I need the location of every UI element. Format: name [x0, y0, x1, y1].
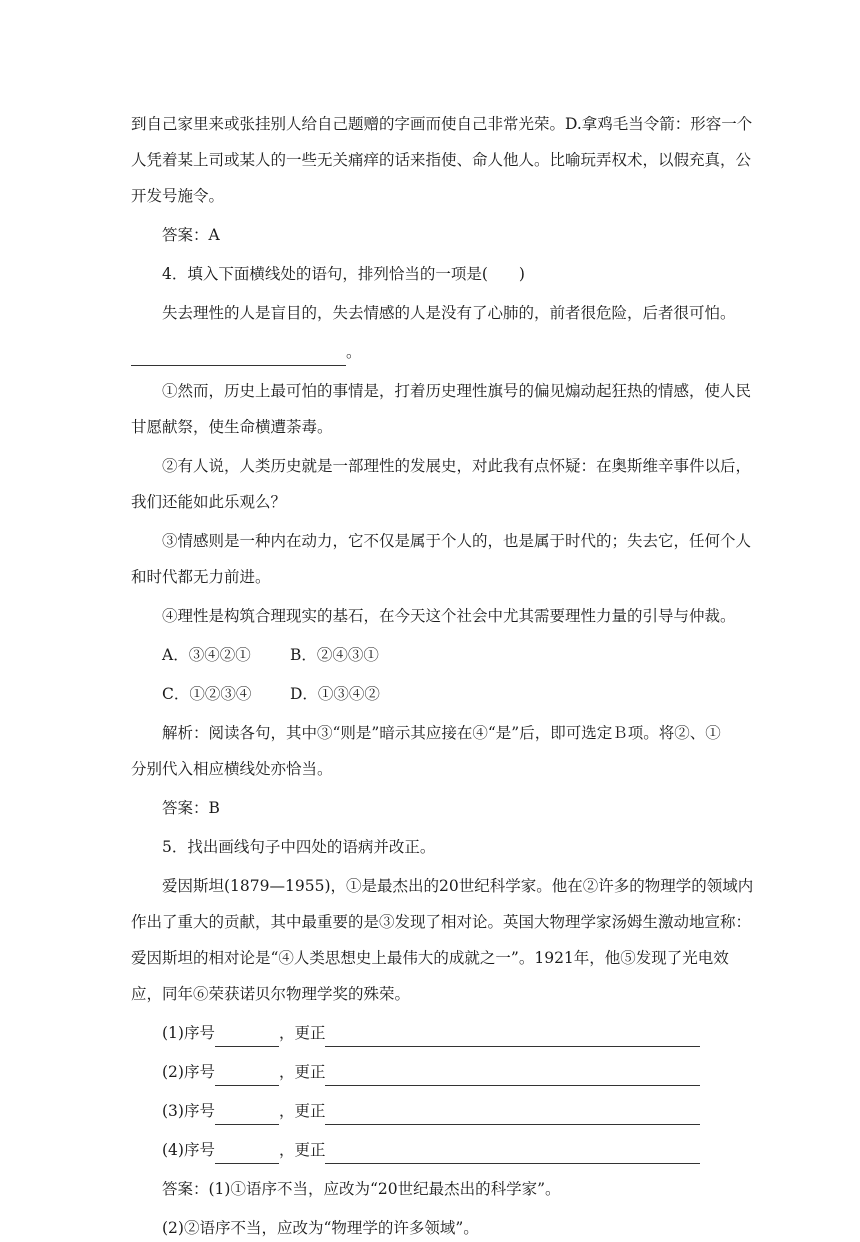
fill-blank	[131, 347, 346, 366]
q4-sentence-1-line-1: ①然而，历史上最可怕的事情是，打着历史理性旗号的偏见煽动起狂热的情感，使人民	[162, 382, 752, 400]
document-body	[131, 110, 754, 1242]
q4-sentence-2-line-1: ②有人说，人类历史就是一部理性的发展史，对此我有点怀疑：在奥斯维辛事件以后，	[162, 457, 752, 475]
q5-fill-row-3	[131, 1097, 741, 1125]
q4-sentence-3-line-1: ③情感则是一种内在动力，它不仅是属于个人的，也是属于时代的；失去它，任何个人	[162, 532, 752, 550]
option-a: A．③④②①	[162, 646, 251, 664]
option-d: D．①③④②	[290, 685, 380, 703]
correction-blank-1	[325, 1026, 700, 1047]
answer-q3: 答案：A	[162, 226, 220, 244]
q4-blank-line	[131, 338, 741, 366]
fill-mid-3: ，更正	[278, 1102, 326, 1120]
continuation-line-1: 到自己家里来或张挂别人给自己题赠的字画而使自己非常光荣。D.拿鸡毛当令箭：形容一个	[131, 115, 753, 133]
q4-sentence-1-line-2: 甘愿献祭，使生命横遭荼毒。	[131, 418, 333, 436]
fill-label-1: (1)序号	[162, 1024, 215, 1042]
fill-label-2: (2)序号	[162, 1063, 215, 1081]
answer-q4: 答案：B	[162, 799, 220, 817]
q5-passage-line-1: 爱因斯坦(1879—1955)，①是最杰出的20世纪科学家。他在②许多的物理学的领域内	[162, 877, 754, 895]
q5-stem: 5．找出画线句子中四处的语病并改正。	[162, 838, 436, 856]
q4-options-row-2	[131, 680, 741, 708]
correction-blank-4	[325, 1143, 700, 1164]
q4-stem: 4．填入下面横线处的语句，排列恰当的一项是( )	[162, 265, 525, 283]
q5-fill-row-2	[131, 1058, 741, 1086]
q5-fill-row-1	[131, 1019, 741, 1047]
serial-blank-1	[215, 1026, 279, 1047]
q5-passage-line-3: 爱因斯坦的相对论是“④人类思想史上最伟大的成就之一”。1921年，他⑤发现了光电效	[131, 949, 729, 967]
q4-sentence-2-line-2: 我们还能如此乐观么？	[131, 493, 287, 511]
q5-answer-line-2: (2)②语序不当，应改为“物理学的许多领域”。	[162, 1219, 479, 1237]
q4-sentence-4: ④理性是构筑合理现实的基石，在今天这个社会中尤其需要理性力量的引导与仲裁。	[162, 607, 736, 625]
fill-mid-4: ，更正	[278, 1141, 326, 1159]
q5-passage-line-2: 作出了重大的贡献，其中最重要的是③发现了相对论。英国大物理学家汤姆生激动地宣称：	[131, 913, 752, 931]
fill-label-3: (3)序号	[162, 1102, 215, 1120]
continuation-line-3: 开发号施令。	[131, 187, 225, 205]
q5-answer-line-1: 答案：(1)①语序不当，应改为“20世纪最杰出的科学家”。	[162, 1180, 561, 1198]
fill-mid-2: ，更正	[278, 1063, 326, 1081]
continuation-line-2: 人凭着某上司或某人的一些无关痛痒的话来指使、命人他人。比喻玩弄权术，以假充真，公	[131, 151, 752, 169]
correction-blank-2	[325, 1065, 700, 1086]
option-b: B．②④③①	[290, 646, 379, 664]
fill-mid-1: ，更正	[278, 1024, 326, 1042]
serial-blank-4	[215, 1143, 279, 1164]
q4-analysis-line-2: 分别代入相应横线处亦恰当。	[131, 760, 333, 778]
q4-sentence-3-line-2: 和时代都无力前进。	[131, 568, 271, 586]
q4-analysis-line-1: 解析：阅读各句，其中③“则是”暗示其应接在④“是”后，即可选定Ｂ项。将②、①	[162, 724, 721, 742]
correction-blank-3	[325, 1104, 700, 1125]
q4-options-row-1	[131, 641, 741, 669]
option-c: C．①②③④	[162, 685, 252, 703]
serial-blank-2	[215, 1065, 279, 1086]
fill-label-4: (4)序号	[162, 1141, 215, 1159]
q5-passage-line-4: 应，同年⑥荣获诺贝尔物理学奖的殊荣。	[131, 985, 411, 1003]
blank-period: 。	[346, 343, 362, 361]
q4-intro: 失去理性的人是盲目的，失去情感的人是没有了心肺的，前者很危险，后者很可怕。	[162, 304, 736, 322]
q5-fill-row-4	[131, 1136, 741, 1164]
serial-blank-3	[215, 1104, 279, 1125]
